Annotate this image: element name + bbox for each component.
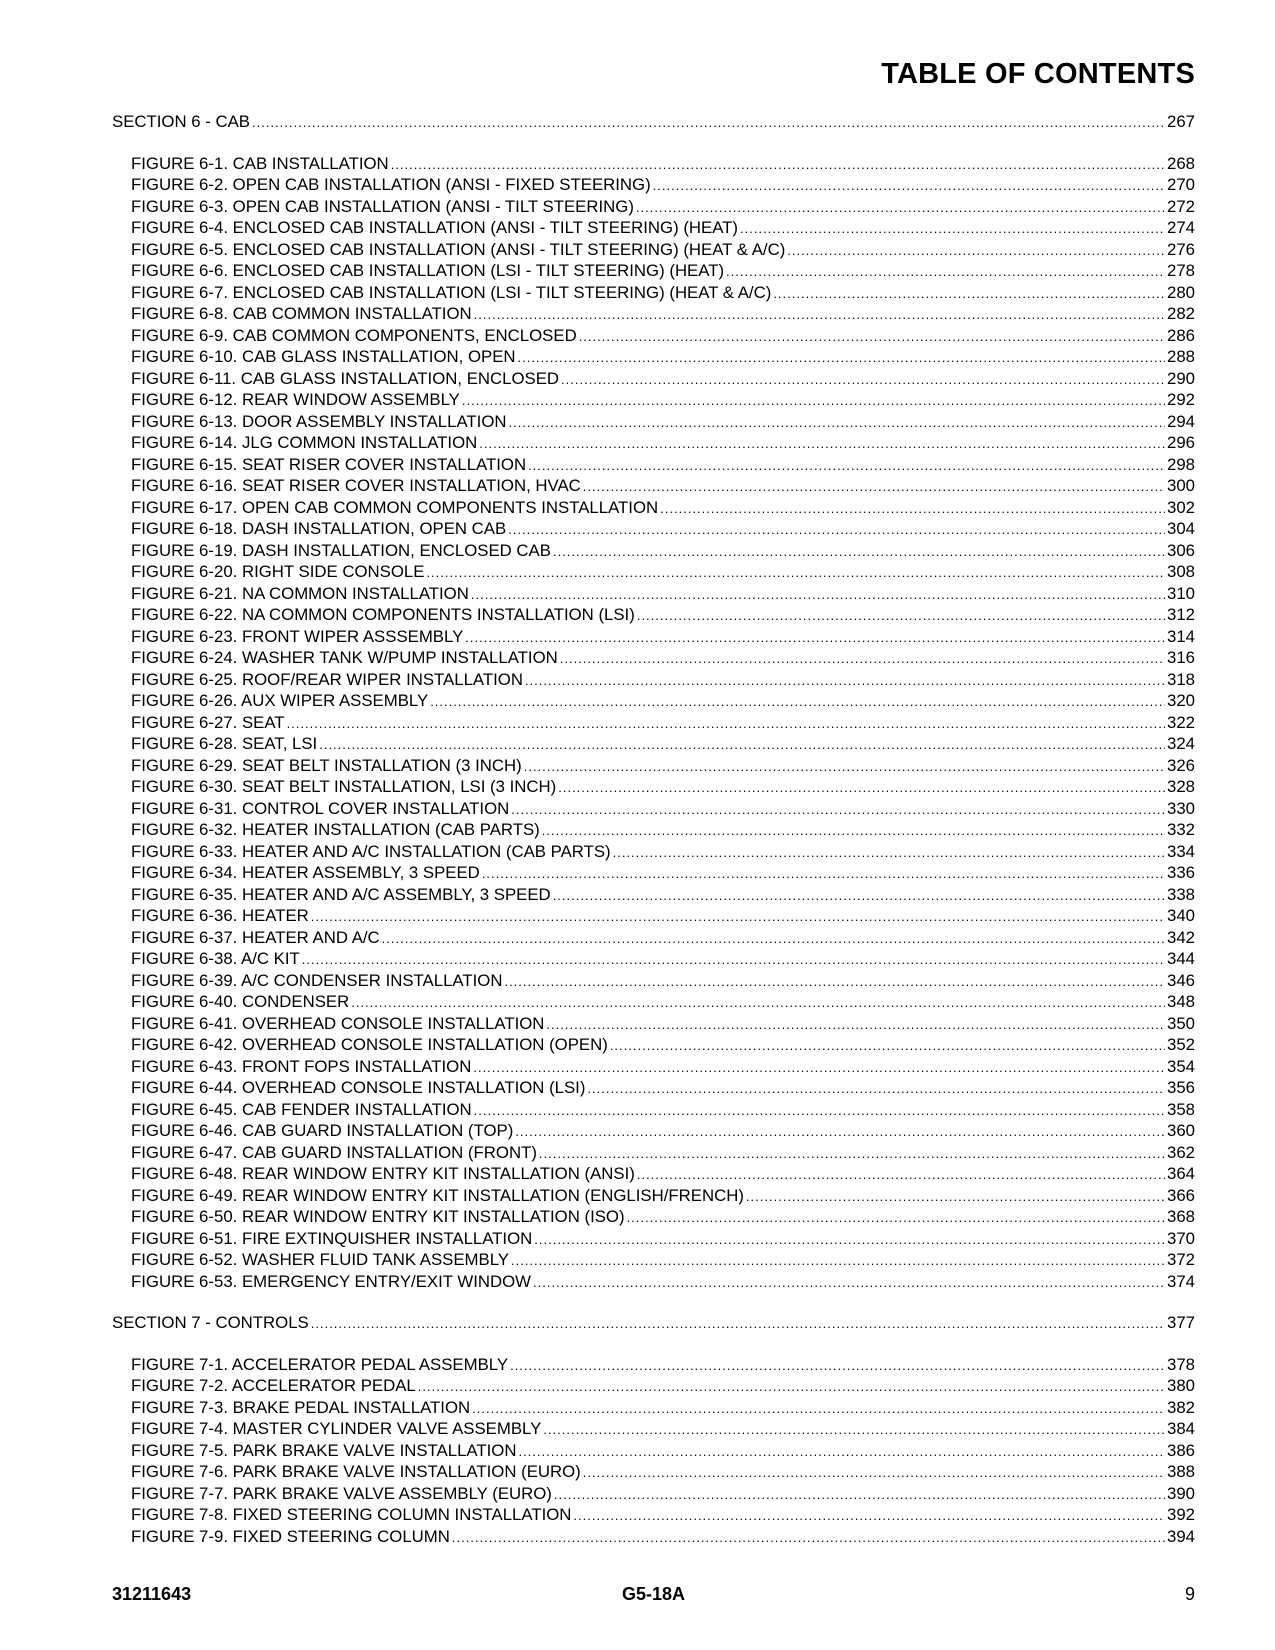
toc-page-number: 344 xyxy=(1167,949,1195,968)
toc-figure-label: FIGURE 6-49. REAR WINDOW ENTRY KIT INSTALLATION (ENGLISH/FRENCH) xyxy=(131,1185,744,1205)
toc-figure-label: FIGURE 6-33. HEATER AND A/C INSTALLATION (CAB PARTS) xyxy=(131,841,611,861)
toc-figure-entry[interactable] xyxy=(112,1056,1195,1078)
toc-page-number: 294 xyxy=(1167,411,1195,431)
toc-page-number: 318 xyxy=(1167,669,1195,689)
toc-figure-label: FIGURE 6-4. ENCLOSED CAB INSTALLATION (ANSI - TILT STEERING) (HEAT) xyxy=(131,218,739,237)
toc-figure-label: FIGURE 6-8. CAB COMMON INSTALLATION xyxy=(131,304,472,323)
toc-leader-dots xyxy=(311,1312,1165,1335)
toc-page-number: 300 xyxy=(1167,476,1195,495)
toc-page-number: 330 xyxy=(1167,798,1195,818)
toc-page-number: 268 xyxy=(1167,153,1195,173)
toc-leader-dots xyxy=(515,1120,1165,1143)
toc-leader-dots xyxy=(583,1461,1165,1484)
toc-figure-label: FIGURE 6-44. OVERHEAD CONSOLE INSTALLATION (LSI) xyxy=(131,1078,586,1097)
footer-doc-number: 31211643 xyxy=(112,1584,192,1604)
toc-figure-entry[interactable] xyxy=(112,1271,1195,1293)
toc-page-number: 322 xyxy=(1167,712,1195,732)
toc-leader-dots xyxy=(637,1163,1165,1186)
toc-page-number: 296 xyxy=(1167,433,1195,452)
toc-leader-dots xyxy=(472,1397,1165,1420)
toc-page-number: 288 xyxy=(1167,347,1195,366)
toc-figure-label: FIGURE 6-37. HEATER AND A/C xyxy=(131,927,380,947)
toc-figure-label: FIGURE 7-6. PARK BRAKE VALVE INSTALLATION (EURO) xyxy=(131,1462,581,1481)
toc-page-number: 362 xyxy=(1167,1142,1195,1162)
toc-page-number: 308 xyxy=(1167,562,1195,581)
toc-figure-entry[interactable] xyxy=(112,819,1195,841)
toc-figure-entry[interactable] xyxy=(112,217,1195,239)
toc-page-number: 278 xyxy=(1167,261,1195,280)
toc-figure-entry[interactable] xyxy=(112,1249,1195,1271)
toc-leader-dots xyxy=(474,1099,1165,1122)
toc-figure-entry[interactable] xyxy=(112,260,1195,282)
toc-figure-entry[interactable] xyxy=(112,948,1195,970)
toc-leader-dots xyxy=(462,389,1165,412)
toc-leader-dots xyxy=(587,1077,1165,1100)
toc-leader-dots xyxy=(553,884,1165,907)
toc-page-number: 346 xyxy=(1167,970,1195,990)
toc-page-number: 366 xyxy=(1167,1185,1195,1205)
toc-figure-entry[interactable] xyxy=(112,1375,1195,1397)
toc-figure-label: FIGURE 7-5. PARK BRAKE VALVE INSTALLATION xyxy=(131,1440,517,1460)
toc-page-number: 356 xyxy=(1167,1078,1195,1097)
toc-figure-label: FIGURE 6-43. FRONT FOPS INSTALLATION xyxy=(131,1056,472,1076)
toc-leader-dots xyxy=(311,905,1165,928)
toc-figure-label: FIGURE 6-22. NA COMMON COMPONENTS INSTALLATION (LSI) xyxy=(131,605,635,624)
toc-leader-dots xyxy=(351,991,1165,1014)
toc-page-number: 350 xyxy=(1167,1013,1195,1033)
toc-figure-label: FIGURE 6-19. DASH INSTALLATION, ENCLOSED CAB xyxy=(131,540,551,560)
toc-figure-entry[interactable] xyxy=(112,862,1195,884)
toc-figure-label: FIGURE 6-15. SEAT RISER COVER INSTALLATION xyxy=(131,454,527,474)
toc-figure-label: FIGURE 6-20. RIGHT SIDE CONSOLE xyxy=(131,562,425,581)
toc-figure-entry[interactable] xyxy=(112,411,1195,433)
toc-leader-dots xyxy=(482,862,1165,885)
toc-page-number: 370 xyxy=(1167,1228,1195,1248)
toc-page-number: 390 xyxy=(1167,1483,1195,1503)
toc-figure-label: FIGURE 6-10. CAB GLASS INSTALLATION, OPEN xyxy=(131,347,516,366)
toc-figure-label: FIGURE 6-9. CAB COMMON COMPONENTS, ENCLOSED xyxy=(131,325,577,345)
toc-leader-dots xyxy=(579,325,1165,348)
toc-leader-dots xyxy=(302,948,1165,971)
toc-figure-entry[interactable] xyxy=(112,733,1195,755)
toc-figure-entry[interactable] xyxy=(112,1504,1195,1526)
toc-figure-entry[interactable] xyxy=(112,1483,1195,1505)
toc-figure-label: FIGURE 6-2. OPEN CAB INSTALLATION (ANSI - FIXED STEERING) xyxy=(131,175,651,194)
toc-figure-label: FIGURE 7-9. FIXED STEERING COLUMN xyxy=(131,1526,450,1546)
toc-figure-entry[interactable] xyxy=(112,1206,1195,1228)
toc-figure-entry[interactable] xyxy=(112,905,1195,927)
toc-page-number: 298 xyxy=(1167,454,1195,474)
table-of-contents xyxy=(112,111,1195,1547)
toc-leader-dots xyxy=(525,669,1165,692)
toc-leader-dots xyxy=(510,1354,1165,1377)
toc-figure-entry[interactable] xyxy=(112,1440,1195,1462)
toc-section-label: SECTION 7 - CONTROLS xyxy=(112,1313,309,1332)
toc-figure-label: FIGURE 6-46. CAB GUARD INSTALLATION (TOP) xyxy=(131,1121,514,1140)
toc-figure-label: FIGURE 7-2. ACCELERATOR PEDAL xyxy=(131,1376,416,1395)
toc-page-number: 372 xyxy=(1167,1250,1195,1269)
toc-leader-dots xyxy=(524,755,1165,778)
toc-page-number: 270 xyxy=(1167,175,1195,194)
footer-model: G5-18A xyxy=(621,1584,686,1604)
toc-leader-dots xyxy=(319,733,1165,756)
toc-leader-dots xyxy=(746,1185,1165,1208)
toc-page-number: 352 xyxy=(1167,1035,1195,1054)
toc-figure-label: FIGURE 6-3. OPEN CAB INSTALLATION (ANSI - TILT STEERING) xyxy=(131,196,634,216)
toc-figure-entry[interactable] xyxy=(112,454,1195,476)
toc-figure-label: FIGURE 6-51. FIRE EXTINQUISHER INSTALLATION xyxy=(131,1228,533,1248)
toc-figure-label: FIGURE 6-32. HEATER INSTALLATION (CAB PARTS) xyxy=(131,820,540,839)
toc-page-number: 364 xyxy=(1167,1164,1195,1183)
toc-figure-label: FIGURE 6-14. JLG COMMON INSTALLATION xyxy=(131,433,478,452)
toc-figure-label: FIGURE 6-7. ENCLOSED CAB INSTALLATION (LSI - TILT STEERING) (HEAT & A/C) xyxy=(131,282,772,302)
toc-page-number: 292 xyxy=(1167,390,1195,409)
toc-page-number: 290 xyxy=(1167,368,1195,388)
toc-leader-dots xyxy=(418,1375,1165,1398)
toc-figure-label: FIGURE 6-42. OVERHEAD CONSOLE INSTALLATION (OPEN) xyxy=(131,1035,608,1054)
toc-figure-entry[interactable] xyxy=(112,346,1195,368)
toc-spacer xyxy=(112,1292,1195,1312)
toc-leader-dots xyxy=(546,1013,1165,1036)
toc-figure-entry[interactable] xyxy=(112,475,1195,497)
toc-leader-dots xyxy=(479,432,1165,455)
toc-leader-dots xyxy=(653,174,1165,197)
toc-leader-dots xyxy=(533,1271,1165,1294)
toc-figure-entry[interactable] xyxy=(112,1034,1195,1056)
page-footer xyxy=(112,1584,1195,1608)
toc-figure-entry[interactable] xyxy=(112,540,1195,562)
toc-page-number: 310 xyxy=(1167,583,1195,603)
toc-leader-dots xyxy=(660,497,1165,520)
toc-section-entry[interactable] xyxy=(112,1312,1195,1334)
toc-leader-dots xyxy=(539,1142,1165,1165)
toc-page-number: 380 xyxy=(1167,1376,1195,1395)
toc-leader-dots xyxy=(252,111,1165,134)
toc-leader-dots xyxy=(560,647,1165,670)
toc-figure-label: FIGURE 6-27. SEAT xyxy=(131,712,285,732)
page-title: TABLE OF CONTENTS xyxy=(881,58,1195,90)
toc-figure-label: FIGURE 6-36. HEATER xyxy=(131,906,309,925)
toc-leader-dots xyxy=(610,1034,1165,1057)
toc-figure-entry[interactable] xyxy=(112,282,1195,304)
toc-figure-label: FIGURE 6-29. SEAT BELT INSTALLATION (3 INCH) xyxy=(131,755,522,775)
toc-page-number: 358 xyxy=(1167,1099,1195,1119)
toc-figure-entry[interactable] xyxy=(112,561,1195,583)
toc-page-number: 338 xyxy=(1167,884,1195,904)
toc-figure-entry[interactable] xyxy=(112,325,1195,347)
toc-leader-dots xyxy=(465,626,1165,649)
toc-page-number: 394 xyxy=(1167,1526,1195,1546)
toc-figure-entry[interactable] xyxy=(112,1099,1195,1121)
toc-figure-entry[interactable] xyxy=(112,432,1195,454)
toc-leader-dots xyxy=(511,1249,1165,1272)
toc-figure-entry[interactable] xyxy=(112,389,1195,411)
toc-figure-label: FIGURE 7-3. BRAKE PEDAL INSTALLATION xyxy=(131,1397,471,1417)
toc-figure-label: FIGURE 6-40. CONDENSER xyxy=(131,992,350,1011)
toc-figure-label: FIGURE 6-31. CONTROL COVER INSTALLATION xyxy=(131,798,510,818)
toc-page-number: 386 xyxy=(1167,1440,1195,1460)
toc-leader-dots xyxy=(391,153,1165,176)
toc-figure-entry[interactable] xyxy=(112,1354,1195,1376)
toc-page-number: 282 xyxy=(1167,304,1195,323)
toc-figure-label: FIGURE 7-1. ACCELERATOR PEDAL ASSEMBLY xyxy=(131,1354,509,1374)
toc-page-number: 354 xyxy=(1167,1056,1195,1076)
toc-figure-entry[interactable] xyxy=(112,239,1195,261)
toc-leader-dots xyxy=(471,583,1165,606)
toc-figure-label: FIGURE 6-39. A/C CONDENSER INSTALLATION xyxy=(131,970,503,990)
toc-page-number: 320 xyxy=(1167,691,1195,710)
toc-page-number: 276 xyxy=(1167,239,1195,259)
toc-page-number: 340 xyxy=(1167,906,1195,925)
toc-figure-entry[interactable] xyxy=(112,927,1195,949)
toc-page-number: 328 xyxy=(1167,777,1195,796)
toc-figure-entry[interactable] xyxy=(112,841,1195,863)
toc-figure-entry[interactable] xyxy=(112,518,1195,540)
toc-figure-entry[interactable] xyxy=(112,604,1195,626)
toc-figure-entry[interactable] xyxy=(112,1077,1195,1099)
toc-figure-label: FIGURE 6-26. AUX WIPER ASSEMBLY xyxy=(131,691,429,710)
toc-page-number: 312 xyxy=(1167,605,1195,624)
toc-figure-label: FIGURE 6-30. SEAT BELT INSTALLATION, LSI (3 INCH) xyxy=(131,777,557,796)
toc-leader-dots xyxy=(543,1418,1165,1441)
toc-figure-entry[interactable] xyxy=(112,712,1195,734)
toc-figure-label: FIGURE 6-38. A/C KIT xyxy=(131,949,300,968)
toc-leader-dots xyxy=(430,690,1165,713)
toc-leader-dots xyxy=(452,1526,1165,1549)
toc-figure-label: FIGURE 6-11. CAB GLASS INSTALLATION, ENCLOSED xyxy=(131,368,560,388)
toc-page-number: 316 xyxy=(1167,648,1195,667)
toc-section-label: SECTION 6 - CAB xyxy=(112,112,251,131)
toc-leader-dots xyxy=(637,604,1165,627)
toc-page-number: 360 xyxy=(1167,1121,1195,1140)
toc-figure-label: FIGURE 6-12. REAR WINDOW ASSEMBLY xyxy=(131,390,460,409)
toc-figure-label: FIGURE 6-1. CAB INSTALLATION xyxy=(131,153,389,173)
toc-page-number: 348 xyxy=(1167,992,1195,1011)
toc-leader-dots xyxy=(787,239,1165,262)
toc-figure-label: FIGURE 7-8. FIXED STEERING COLUMN INSTALLATION xyxy=(131,1505,572,1524)
toc-spacer xyxy=(112,133,1195,153)
toc-leader-dots xyxy=(636,196,1165,219)
toc-figure-entry[interactable] xyxy=(112,798,1195,820)
toc-figure-entry[interactable] xyxy=(112,1013,1195,1035)
toc-figure-entry[interactable] xyxy=(112,1461,1195,1483)
toc-page-number: 332 xyxy=(1167,820,1195,839)
toc-figure-label: FIGURE 6-50. REAR WINDOW ENTRY KIT INSTALLATION (ISO) xyxy=(131,1207,625,1226)
toc-figure-entry[interactable] xyxy=(112,174,1195,196)
toc-leader-dots xyxy=(382,927,1165,950)
toc-page-number: 377 xyxy=(1167,1313,1195,1332)
toc-figure-label: FIGURE 7-7. PARK BRAKE VALVE ASSEMBLY (EURO) xyxy=(131,1483,552,1503)
toc-figure-entry[interactable] xyxy=(112,303,1195,325)
toc-spacer xyxy=(112,1334,1195,1354)
toc-leader-dots xyxy=(511,798,1165,821)
toc-page-number: 280 xyxy=(1167,282,1195,302)
toc-leader-dots xyxy=(773,282,1165,305)
toc-figure-label: FIGURE 6-48. REAR WINDOW ENTRY KIT INSTALLATION (ANSI) xyxy=(131,1164,635,1183)
toc-figure-entry[interactable] xyxy=(112,1228,1195,1250)
toc-leader-dots xyxy=(473,1056,1165,1079)
footer-page-number: 9 xyxy=(1184,1584,1195,1604)
toc-leader-dots xyxy=(553,540,1165,563)
toc-page-number: 378 xyxy=(1167,1354,1195,1374)
toc-figure-entry[interactable] xyxy=(112,970,1195,992)
toc-figure-label: FIGURE 6-5. ENCLOSED CAB INSTALLATION (ANSI - TILT STEERING) (HEAT & A/C) xyxy=(131,239,786,259)
toc-figure-entry[interactable] xyxy=(112,497,1195,519)
toc-figure-label: FIGURE 6-24. WASHER TANK W/PUMP INSTALLATION xyxy=(131,648,558,667)
toc-leader-dots xyxy=(613,841,1165,864)
toc-leader-dots xyxy=(509,411,1165,434)
toc-leader-dots xyxy=(528,454,1165,477)
toc-page-number: 267 xyxy=(1167,112,1195,131)
toc-leader-dots xyxy=(287,712,1165,735)
toc-page-number: 392 xyxy=(1167,1505,1195,1524)
toc-page-number: 302 xyxy=(1167,497,1195,517)
toc-leader-dots xyxy=(583,475,1165,498)
toc-leader-dots xyxy=(542,819,1165,842)
toc-figure-label: FIGURE 6-53. EMERGENCY ENTRY/EXIT WINDOW xyxy=(131,1271,532,1291)
toc-figure-label: FIGURE 6-23. FRONT WIPER ASSSEMBLY xyxy=(131,626,464,646)
toc-figure-entry[interactable] xyxy=(112,1418,1195,1440)
toc-figure-label: FIGURE 6-18. DASH INSTALLATION, OPEN CAB xyxy=(131,519,507,538)
toc-figure-label: FIGURE 6-6. ENCLOSED CAB INSTALLATION (LSI - TILT STEERING) (HEAT) xyxy=(131,261,725,280)
toc-leader-dots xyxy=(518,1440,1165,1463)
toc-figure-entry[interactable] xyxy=(112,1120,1195,1142)
toc-leader-dots xyxy=(573,1504,1165,1527)
toc-page-number: 374 xyxy=(1167,1271,1195,1291)
toc-page-number: 326 xyxy=(1167,755,1195,775)
toc-figure-label: FIGURE 6-17. OPEN CAB COMMON COMPONENTS INSTALLATION xyxy=(131,497,659,517)
toc-figure-label: FIGURE 6-35. HEATER AND A/C ASSEMBLY, 3 SPEED xyxy=(131,884,551,904)
toc-figure-entry[interactable] xyxy=(112,626,1195,648)
toc-figure-label: FIGURE 6-34. HEATER ASSEMBLY, 3 SPEED xyxy=(131,863,480,882)
toc-leader-dots xyxy=(426,561,1165,584)
toc-figure-entry[interactable] xyxy=(112,991,1195,1013)
toc-leader-dots xyxy=(627,1206,1165,1229)
toc-figure-entry[interactable] xyxy=(112,1526,1195,1548)
toc-leader-dots xyxy=(508,518,1165,541)
toc-page-number: 336 xyxy=(1167,863,1195,882)
toc-figure-entry[interactable] xyxy=(112,669,1195,691)
toc-figure-entry[interactable] xyxy=(112,583,1195,605)
toc-leader-dots xyxy=(558,776,1165,799)
toc-leader-dots xyxy=(504,970,1165,993)
toc-figure-label: FIGURE 6-13. DOOR ASSEMBLY INSTALLATION xyxy=(131,411,507,431)
toc-leader-dots xyxy=(726,260,1165,283)
toc-figure-entry[interactable] xyxy=(112,368,1195,390)
toc-figure-label: FIGURE 6-25. ROOF/REAR WIPER INSTALLATION xyxy=(131,669,523,689)
toc-page-number: 272 xyxy=(1167,196,1195,216)
toc-figure-label: FIGURE 6-52. WASHER FLUID TANK ASSEMBLY xyxy=(131,1250,509,1269)
toc-figure-label: FIGURE 6-21. NA COMMON INSTALLATION xyxy=(131,583,469,603)
toc-leader-dots xyxy=(554,1483,1165,1506)
toc-figure-label: FIGURE 6-16. SEAT RISER COVER INSTALLATION, HVAC xyxy=(131,476,581,495)
toc-page-number: 324 xyxy=(1167,734,1195,753)
toc-page-number: 388 xyxy=(1167,1462,1195,1481)
toc-figure-label: FIGURE 6-47. CAB GUARD INSTALLATION (FRONT) xyxy=(131,1142,537,1162)
toc-page-number: 384 xyxy=(1167,1419,1195,1438)
toc-figure-label: FIGURE 6-41. OVERHEAD CONSOLE INSTALLATION xyxy=(131,1013,545,1033)
toc-page-number: 342 xyxy=(1167,927,1195,947)
toc-figure-entry[interactable] xyxy=(112,690,1195,712)
toc-page-number: 286 xyxy=(1167,325,1195,345)
toc-leader-dots xyxy=(534,1228,1165,1251)
toc-figure-entry[interactable] xyxy=(112,1185,1195,1207)
toc-section-entry[interactable] xyxy=(112,111,1195,133)
toc-page-number: 368 xyxy=(1167,1207,1195,1226)
toc-page-number: 334 xyxy=(1167,841,1195,861)
toc-figure-entry[interactable] xyxy=(112,1397,1195,1419)
toc-leader-dots xyxy=(561,368,1165,391)
toc-figure-label: FIGURE 6-28. SEAT, LSI xyxy=(131,734,318,753)
toc-figure-entry[interactable] xyxy=(112,776,1195,798)
toc-figure-entry[interactable] xyxy=(112,196,1195,218)
toc-figure-entry[interactable] xyxy=(112,755,1195,777)
toc-figure-entry[interactable] xyxy=(112,153,1195,175)
toc-page-number: 274 xyxy=(1167,218,1195,237)
toc-page-number: 304 xyxy=(1167,519,1195,538)
toc-figure-entry[interactable] xyxy=(112,1142,1195,1164)
toc-leader-dots xyxy=(474,303,1165,326)
toc-figure-entry[interactable] xyxy=(112,647,1195,669)
toc-page-number: 382 xyxy=(1167,1397,1195,1417)
toc-figure-entry[interactable] xyxy=(112,1163,1195,1185)
toc-page-number: 306 xyxy=(1167,540,1195,560)
toc-leader-dots xyxy=(518,346,1165,369)
toc-page-number: 314 xyxy=(1167,626,1195,646)
toc-leader-dots xyxy=(740,217,1165,240)
toc-figure-entry[interactable] xyxy=(112,884,1195,906)
toc-figure-label: FIGURE 6-45. CAB FENDER INSTALLATION xyxy=(131,1099,472,1119)
toc-figure-label: FIGURE 7-4. MASTER CYLINDER VALVE ASSEMBLY xyxy=(131,1419,542,1438)
